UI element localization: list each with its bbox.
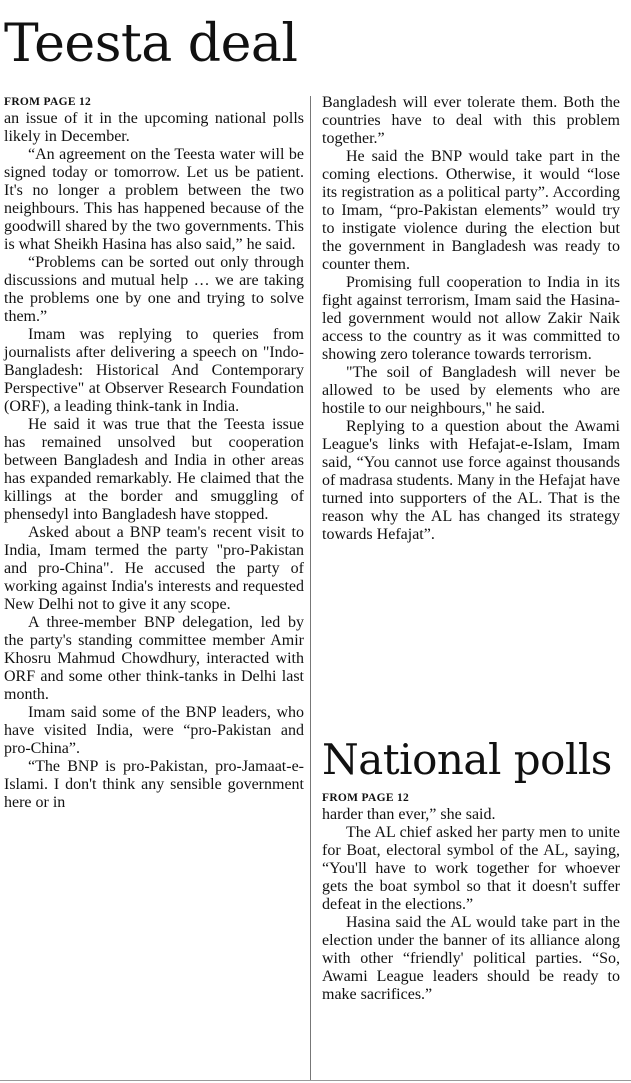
teesta-paragraph: "The soil of Bangladesh will never be allowed to be used by elements who are hostile to our neighbours," he said.	[322, 364, 620, 417]
headline-teesta-deal: Teesta deal	[4, 14, 298, 74]
teesta-column-left	[4, 94, 304, 812]
teesta-paragraph: Promising full cooperation to India in its fight against terrorism, Imam said the Hasina-led government would not allow Zakir Naik access to the country as it was committed to showing zero tolerance towards terrorism.	[322, 274, 620, 363]
teesta-paragraph: Imam said some of the BNP leaders, who have visited India, were “pro-Pakistan and pro-China”.	[4, 704, 304, 757]
polls-paragraph: The AL chief asked her party men to unite for Boat, electoral symbol of the AL, saying, “You'll have to work together for whoever gets the boat symbol so that it doesn't suffer defeat in the elections.”	[322, 824, 620, 913]
teesta-paragraph: “The BNP is pro-Pakistan, pro-Jamaat-e-Islami. I don't think any sensible government here or in	[4, 758, 304, 811]
teesta-paragraph: “An agreement on the Teesta water will be signed today or tomorrow. Let us be patient. It's no longer a problem between the two neighbours. This has happened because of the goodwill shared by the two governments. This is what Sheikh Hasina has also said,” he said.	[4, 146, 304, 253]
polls-paragraph: harder than ever,” she said.	[322, 806, 496, 823]
teesta-paragraph: Imam was replying to queries from journalists after delivering a speech on "Indo-Bangladesh: Historical And Contemporary Perspective" at Observer Research Foundation (ORF), a leading think-tank in India.	[4, 326, 304, 415]
polls-paragraph: Hasina said the AL would take part in the election under the banner of its alliance along with other “friendly' political parties. “So, Awami League leaders should be ready to make sacrifices.”	[322, 914, 620, 1003]
page-bottom-rule	[0, 1080, 631, 1081]
column-divider	[310, 96, 311, 1081]
teesta-paragraph: Bangladesh will ever tolerate them. Both the countries have to deal with this problem together.”	[322, 94, 620, 147]
teesta-paragraph: A three-member BNP delegation, led by the party's standing committee member Amir Khosru Mahmud Chowdhury, interacted with ORF and some other think-tanks in Delhi last month.	[4, 614, 304, 703]
teesta-paragraph: Replying to a question about the Awami League's links with Hefajat-e-Islam, Imam said, “You cannot use force against thousands of madrasa students. Many in the Hefajat have turned into supporters of the AL. That is the reason why the AL has changed its strategy towards Hefajat”.	[322, 418, 620, 543]
teesta-from-page-label: FROM PAGE 12	[4, 96, 92, 108]
polls-from-page-label: FROM PAGE 12	[322, 792, 410, 804]
teesta-paragraph: He said it was true that the Teesta issue has remained unsolved but cooperation between Bangladesh and India in other areas has expanded remarkably. He claimed that the killings at the border and smuggling of phensedyl into Bangladesh have stopped.	[4, 416, 304, 523]
teesta-paragraph: an issue of it in the upcoming national polls likely in December.	[4, 110, 304, 145]
teesta-column-right	[322, 94, 620, 544]
teesta-paragraph: Asked about a BNP team's recent visit to India, Imam termed the party "pro-Pakistan and pro-China". He accused the party of working against India's interests and requested New Delhi not to give it any scope.	[4, 524, 304, 613]
teesta-paragraph: He said the BNP would take part in the coming elections. Otherwise, it would “lose its registration as a political party”. According to Imam, “pro-Pakistan elements” would try to instigate violence during the election but the government in Bangladesh was ready to counter them.	[322, 148, 620, 273]
polls-column	[322, 790, 620, 1004]
teesta-paragraph: “Problems can be sorted out only through discussions and mutual help … we are taking the problems one by one and trying to solve them.”	[4, 254, 304, 325]
headline-national-polls: National polls	[322, 735, 612, 784]
